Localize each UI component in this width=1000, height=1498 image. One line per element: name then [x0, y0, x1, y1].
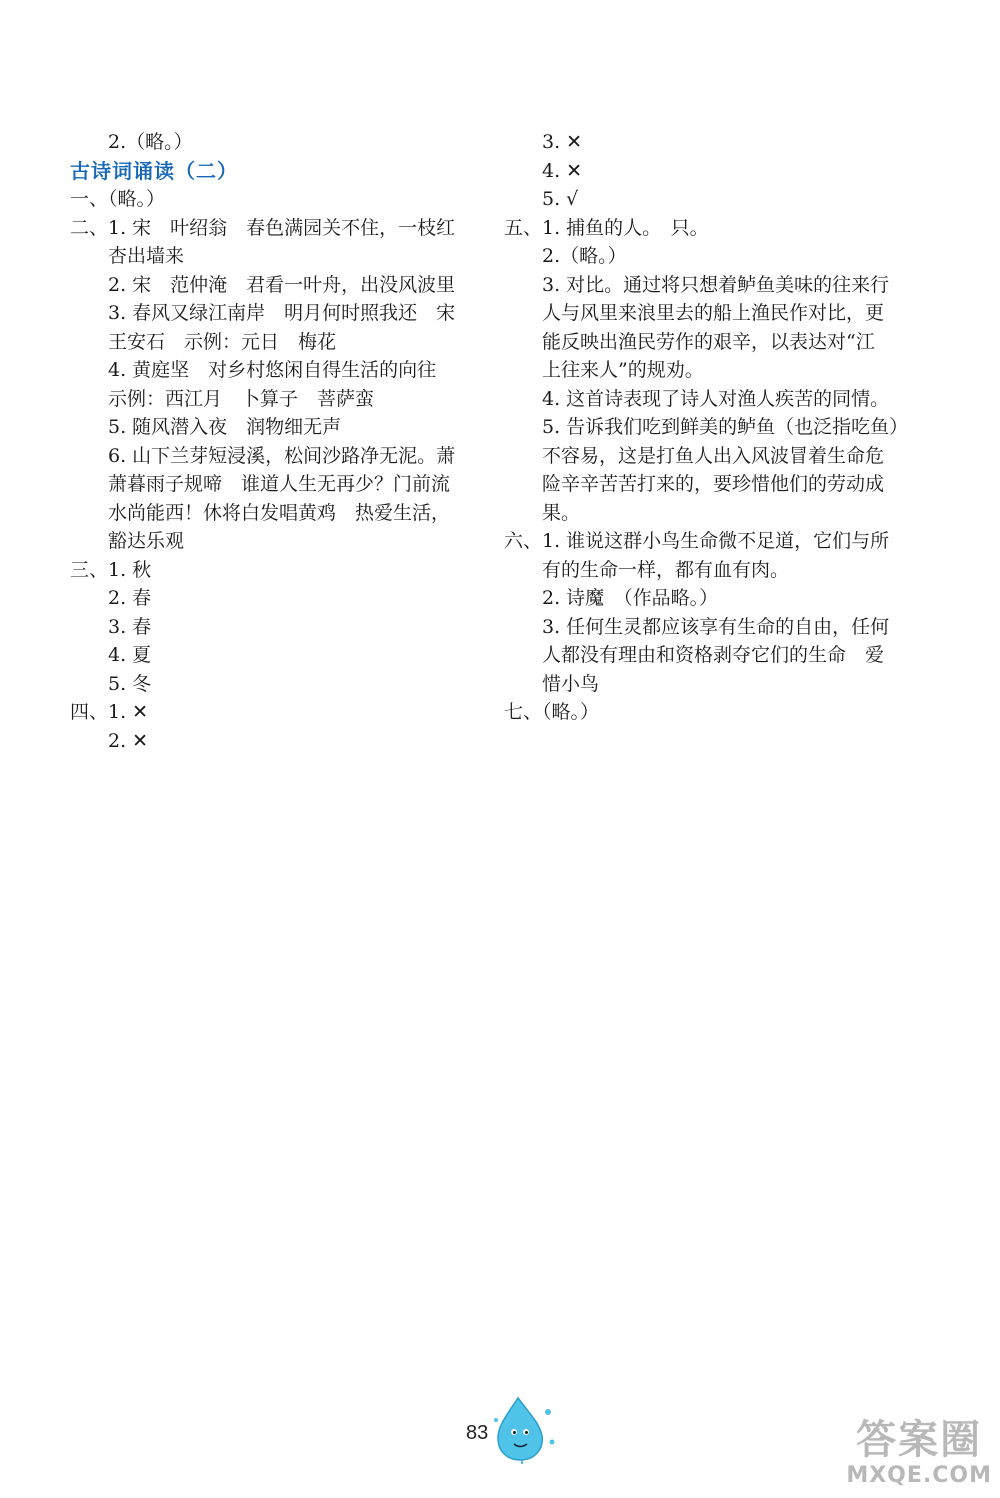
answer-line: 惜小鸟	[542, 672, 600, 695]
answer-line: 5. 冬	[108, 672, 152, 695]
answer-line: 六、1. 谁说这群小鸟生命微不足道，它们与所	[504, 530, 890, 552]
answer-line: 四、1. ✕	[70, 701, 149, 723]
answer-line: 5. 随风潜入夜 润物细无声	[108, 416, 342, 438]
answer-line: 二、1. 宋 叶绍翁 春色满园关不住，一枝红	[70, 216, 456, 239]
answer-line: 3. 对比。通过将只想着鲈鱼美味的往来行	[542, 273, 890, 296]
answer-line: 不容易，这是打鱼人出入风波冒着生命危	[542, 444, 885, 467]
answer-line: 2. 春	[108, 587, 152, 609]
answer-line: 果。	[542, 501, 581, 524]
answer-line: 王安石 示例：元日 梅花	[108, 330, 337, 353]
answer-line: 一、（略。）	[70, 188, 166, 210]
answer-line: 2. 诗魔 （作品略。）	[542, 587, 719, 609]
answer-line: 3. 春	[108, 615, 152, 638]
answer-line: 2. 宋 范仲淹 君看一叶舟，出没风波里	[108, 273, 456, 296]
answer-line: 3. ✕	[542, 131, 583, 153]
section-heading: 古诗词诵读（二）	[70, 158, 238, 183]
answer-line: 3. 任何生灵都应该享有生命的自由，任何	[542, 615, 890, 638]
answer-line: 萧暮雨子规啼 谁道人生无再少？门前流	[108, 473, 451, 495]
answer-line: 人与风里来浪里去的船上渔民作对比，更	[542, 302, 885, 324]
answer-line: 能反映出渔民劳作的艰辛，以表达对“江	[542, 330, 875, 353]
answer-line: 2. ✕	[108, 729, 149, 752]
answer-line: 示例：西江月 卜算子 菩萨蛮	[108, 387, 375, 410]
answer-line: 6. 山下兰芽短浸溪，松间沙路净无泥。萧	[108, 444, 456, 467]
answer-line: 2.（略。）	[542, 245, 627, 267]
watermark-url: MXQE.COM	[846, 1463, 992, 1488]
answer-line: 上往来人”的规劝。	[542, 359, 704, 381]
answer-line: 4. 夏	[108, 644, 152, 666]
answer-line: 杏出墙来	[108, 245, 185, 267]
answer-line: 4. 黄庭坚 对乡村悠闲自得生活的向往	[108, 359, 437, 381]
answer-line: 4. ✕	[542, 159, 583, 182]
answer-line: 有的生命一样，都有血有肉。	[542, 558, 790, 581]
answer-line: 3. 春风又绿江南岸 明月何时照我还 宋	[108, 302, 456, 324]
answer-line: 2.（略。）	[108, 131, 193, 153]
answer-line: 5. √	[542, 188, 579, 210]
answer-line: 七、（略。）	[504, 701, 600, 723]
answer-line: 5. 告诉我们吃到鲜美的鲈鱼（也泛指吃鱼）	[542, 416, 909, 438]
answer-line: 水尚能西！休将白发唱黄鸡 热爱生活，	[108, 501, 451, 524]
answer-line: 人都没有理由和资格剥夺它们的生命 爱	[542, 644, 885, 666]
answer-line: 五、1. 捕鱼的人。 只。	[504, 216, 709, 239]
right-column	[504, 128, 909, 727]
answer-line: 4. 这首诗表现了诗人对渔人疾苦的同情。	[542, 387, 890, 410]
watermark-title: 答案圈	[856, 1417, 983, 1463]
answer-line: 豁达乐观	[108, 530, 185, 552]
page-number: 83	[466, 1422, 489, 1444]
water-drop-mascot-icon	[492, 1392, 556, 1464]
left-column	[70, 128, 470, 755]
answer-line: 三、1. 秋	[70, 558, 152, 581]
watermark	[846, 1417, 992, 1488]
answer-line: 险辛辛苦苦打来的，要珍惜他们的劳动成	[542, 473, 885, 495]
